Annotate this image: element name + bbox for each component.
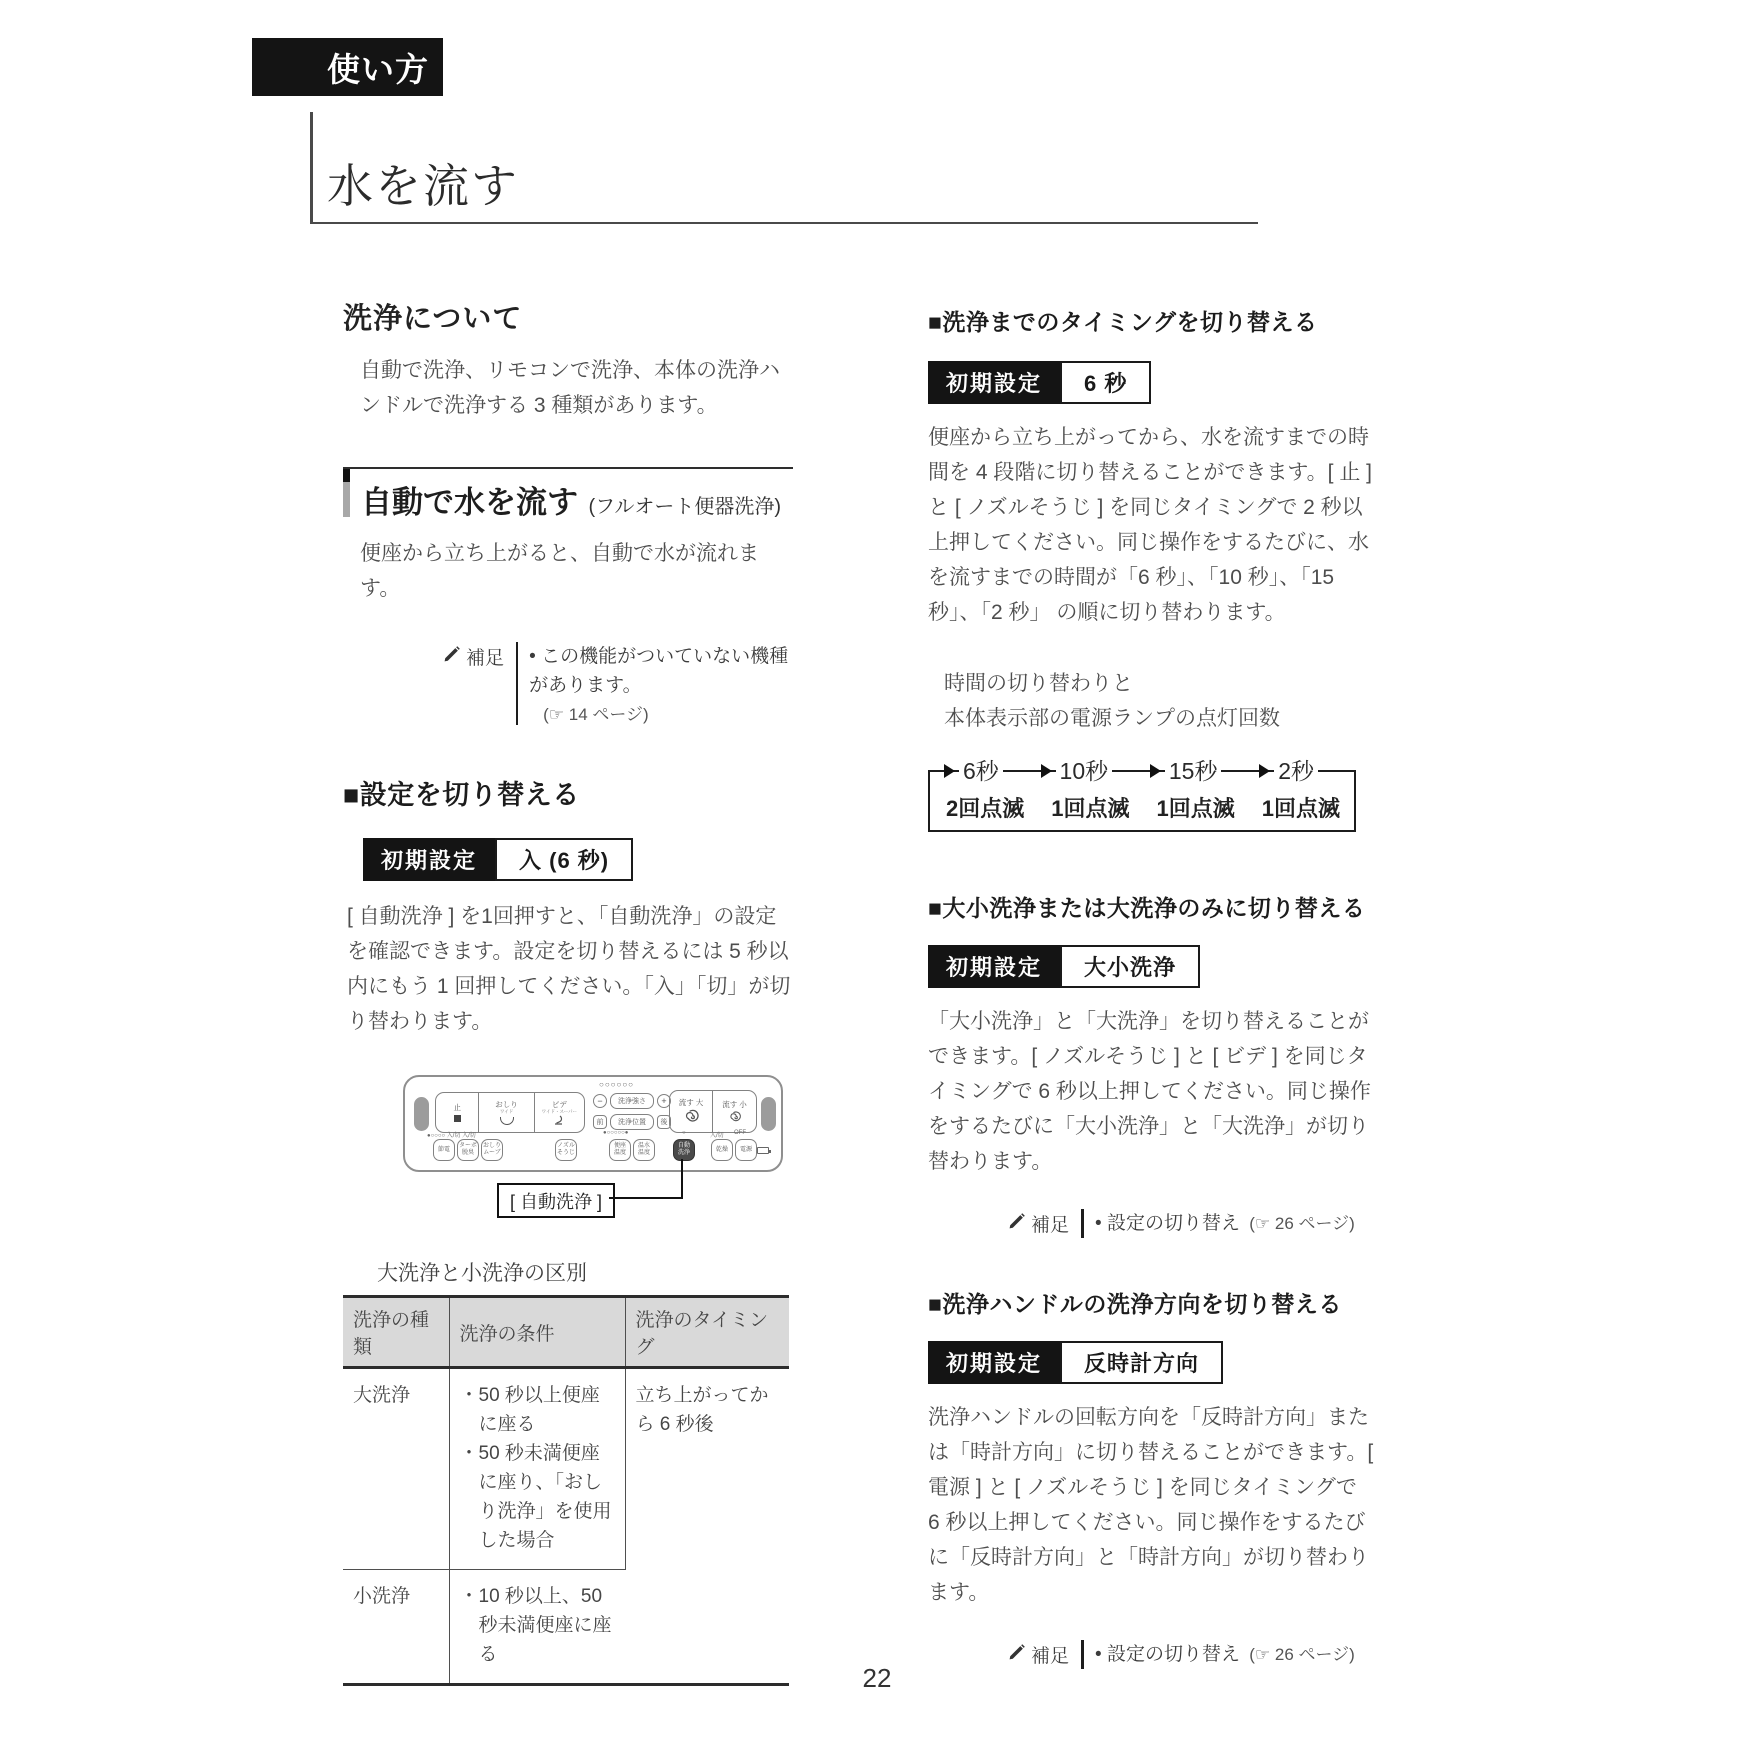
- cell-type-small: 小洗浄: [343, 1570, 449, 1685]
- strength-row: [593, 1093, 671, 1109]
- note-label: 補足: [1031, 1646, 1070, 1667]
- pencil-icon: [1008, 1644, 1025, 1661]
- note-label: 補足: [1031, 1215, 1070, 1236]
- switch-setting-body: [ 自動洗浄 ] を1回押すと、「自動洗浄」の設定を確認できます。設定を切り替えるには 5 秒以内にもう 1 回押してください。「入」「切」が切り替わります。: [347, 905, 791, 1033]
- cell-type-big: 大洗浄: [343, 1368, 449, 1570]
- oshiri-spray-icon: [500, 1117, 514, 1125]
- about-body: 自動で洗浄、リモコンで洗浄、本体の洗浄ハンドルで洗浄する 3 種類があります。: [360, 359, 780, 417]
- blink-count: 2回点滅: [946, 796, 1025, 821]
- flush-mode-body: 「大小洗浄」と「大洗浄」を切り替えることができます。[ ノズルそうじ ] と [ ビデ ] を同じタイミングで 6 秒以上押してください。同じ操作をするたびに「大小洗浄」と「大洗浄」が切り替わります。: [928, 1010, 1371, 1173]
- arrow-icon: [1041, 764, 1052, 778]
- auto-flush-button: 自動 洗浄: [673, 1139, 695, 1161]
- note-flush-mode: [1008, 1209, 1374, 1238]
- page-number: 22: [862, 1663, 892, 1693]
- seat-temp-button: 便座 温度: [609, 1139, 631, 1161]
- water-temp-button: 温水 温度: [633, 1139, 655, 1161]
- col-header-cond: 洗浄の条件: [449, 1297, 625, 1368]
- table-header-row: [343, 1297, 789, 1368]
- left-column: [343, 290, 793, 1686]
- auto-flush-section-header: [343, 467, 793, 522]
- battery-icon: [757, 1147, 769, 1154]
- indicator-temp: ●○○○○○●: [603, 1130, 629, 1136]
- timing-cycle-diagram: 6秒 10秒 15秒 2秒 2回点滅 1回点滅 1回点滅 1回点滅: [928, 770, 1356, 832]
- cell-timing: 立ち上がってから 6 秒後: [625, 1368, 789, 1685]
- default-setting-value: 大小洗浄: [1060, 945, 1200, 988]
- position-label: 洗浄位置: [610, 1114, 654, 1130]
- auto-flush-callout: [ 自動洗浄 ]: [497, 1183, 615, 1218]
- default-setting-4: [928, 1341, 1374, 1384]
- auto-flush-body: 便座から立ち上がると、自動で水が流れます。: [360, 542, 759, 600]
- arrow-icon: [1150, 764, 1161, 778]
- flush-mode-heading: ■大小洗浄または大洗浄のみに切り替える: [928, 895, 1366, 921]
- default-setting-1: [363, 838, 793, 881]
- eco-button: 節電: [433, 1139, 455, 1161]
- flush-small-spiral-icon: [728, 1110, 742, 1124]
- pencil-icon: [1008, 1213, 1025, 1230]
- cell-cond-big: ・50 秒以上便座に座る ・50 秒未満便座に座り、「おしり洗浄」を使用した場合: [449, 1368, 625, 1570]
- flush-big-button: 流す 大: [670, 1091, 713, 1132]
- note-text: • この機能がついていない機種があります。: [529, 646, 789, 696]
- arrow-icon: [944, 764, 955, 778]
- note-page-ref: (☞ 14 ページ): [543, 705, 649, 724]
- page-title-block: [310, 112, 1258, 224]
- default-setting-label: 初期設定: [928, 361, 1060, 404]
- blink-count: 1回点滅: [1051, 796, 1130, 821]
- note-divider: [1081, 1209, 1084, 1238]
- note-page-ref: (☞ 26 ページ): [1249, 1645, 1355, 1664]
- timing-heading: ■洗浄までのタイミングを切り替える: [928, 309, 1318, 335]
- strength-indicator-dots: ○○○○○○: [599, 1080, 634, 1089]
- cycle-intro: 時間の切り替わりと 本体表示部の電源ランプの点灯回数: [944, 672, 1280, 730]
- position-front-button: 前: [593, 1115, 607, 1129]
- flush-distinction-table: [343, 1295, 789, 1686]
- handle-body: 洗浄ハンドルの回転方向を「反時計方向」または「時計方向」に切り替えることができます。[ 電源 ] と [ ノズルそうじ ] を同じタイミングで 6 秒以上押してください。同じ操作をするたびに「反時計方向」と「時計方向」が切り替わります。: [928, 1406, 1374, 1604]
- flush-big-spiral-icon: [683, 1108, 700, 1125]
- col-header-timing: 洗浄のタイミング: [625, 1297, 789, 1368]
- default-setting-label: 初期設定: [363, 838, 495, 881]
- auto-flush-title: 自動で水を流す: [361, 485, 578, 520]
- indicator-off: OFF: [734, 1130, 746, 1136]
- section-accent-bar: [343, 469, 350, 517]
- right-column: [928, 290, 1374, 1669]
- remote-control: [403, 1075, 783, 1172]
- switch-setting-heading: ■設定を切り替える: [343, 780, 580, 810]
- strength-plus-button: +: [657, 1094, 671, 1108]
- default-setting-value: 6 秒: [1060, 361, 1151, 404]
- note-text: • 設定の切り替え: [1095, 1213, 1240, 1234]
- cell-cond-small: ・10 秒以上、50 秒未満便座に座る: [459, 1586, 612, 1665]
- callout-line-vertical: [681, 1159, 683, 1199]
- flush-button-group: [669, 1090, 757, 1133]
- indicator-left: ●○○○○ 入/切 入/切: [427, 1133, 476, 1139]
- auto-flush-title-suffix: (フルオート便器洗浄): [588, 496, 781, 518]
- remote-right-grip: [761, 1097, 776, 1131]
- default-setting-value: 入 (6 秒): [495, 838, 633, 881]
- page-title: 水を流す: [327, 160, 519, 212]
- note-auto-flush: [443, 642, 793, 725]
- callout-line-horizontal: [609, 1197, 683, 1199]
- position-back-button: 後: [657, 1115, 671, 1129]
- stop-icon: [454, 1115, 461, 1122]
- default-setting-3: [928, 945, 1374, 988]
- blink-count: 1回点滅: [1261, 796, 1340, 821]
- note-label: 補足: [466, 648, 505, 669]
- bide-button: ビデ ワイド・スーパー: [535, 1093, 584, 1132]
- oshiri-button: おしり ワイド: [479, 1093, 534, 1132]
- turbo-deodorize-button: ターボ 脱臭: [457, 1139, 479, 1161]
- indicator-lamp: ○: [682, 1130, 686, 1136]
- timing-body: 便座から立ち上がってから、水を流すまでの時間を 4 段階に切り替えることができます。[ 止 ] と [ ノズルそうじ ] を同じタイミングで 2 秒以上押してください。同じ操作をするたびに、水を流すまでの時間が「6 秒」、「10 秒」、「15 秒」、「2 秒」 の順に切り替わります。: [928, 426, 1373, 624]
- about-heading: 洗浄について: [343, 303, 523, 335]
- bide-spray-icon: [553, 1115, 565, 1125]
- flush-small-button: 流す 小: [713, 1091, 756, 1132]
- position-row: [593, 1114, 671, 1130]
- blink-count: 1回点滅: [1156, 796, 1235, 821]
- handle-heading: ■洗浄ハンドルの洗浄方向を切り替える: [928, 1291, 1342, 1317]
- note-page-ref: (☞ 26 ページ): [1249, 1214, 1355, 1233]
- chapter-tab: [252, 38, 443, 96]
- remote-control-diagram: [403, 1075, 787, 1227]
- indicator-onoff: 入/切: [710, 1133, 724, 1139]
- nozzle-clean-button: ノズル そうじ: [555, 1139, 577, 1161]
- note-text: • 設定の切り替え: [1095, 1644, 1240, 1665]
- chapter-tab-label: 使い方: [327, 50, 429, 88]
- pencil-icon: [443, 646, 460, 663]
- col-header-type: 洗浄の種類: [343, 1297, 449, 1368]
- table-caption: 大洗浄と小洗浄の区別: [377, 1262, 587, 1285]
- power-button: 電源: [735, 1139, 757, 1161]
- oshiri-move-button: おしり ムーブ: [481, 1139, 503, 1161]
- table-row: [343, 1368, 789, 1570]
- default-setting-label: 初期設定: [928, 1341, 1060, 1384]
- default-setting-label: 初期設定: [928, 945, 1060, 988]
- wash-button-group: [435, 1092, 585, 1133]
- stop-button: 止: [436, 1093, 479, 1132]
- arrow-icon: [1259, 764, 1270, 778]
- note-divider: [516, 642, 518, 725]
- default-setting-value: 反時計方向: [1060, 1341, 1223, 1384]
- default-setting-2: [928, 361, 1374, 404]
- remote-left-grip: [414, 1097, 429, 1131]
- dry-button: 乾燥: [711, 1139, 733, 1161]
- strength-label: 洗浄強さ: [610, 1093, 654, 1109]
- strength-minus-button: −: [593, 1094, 607, 1108]
